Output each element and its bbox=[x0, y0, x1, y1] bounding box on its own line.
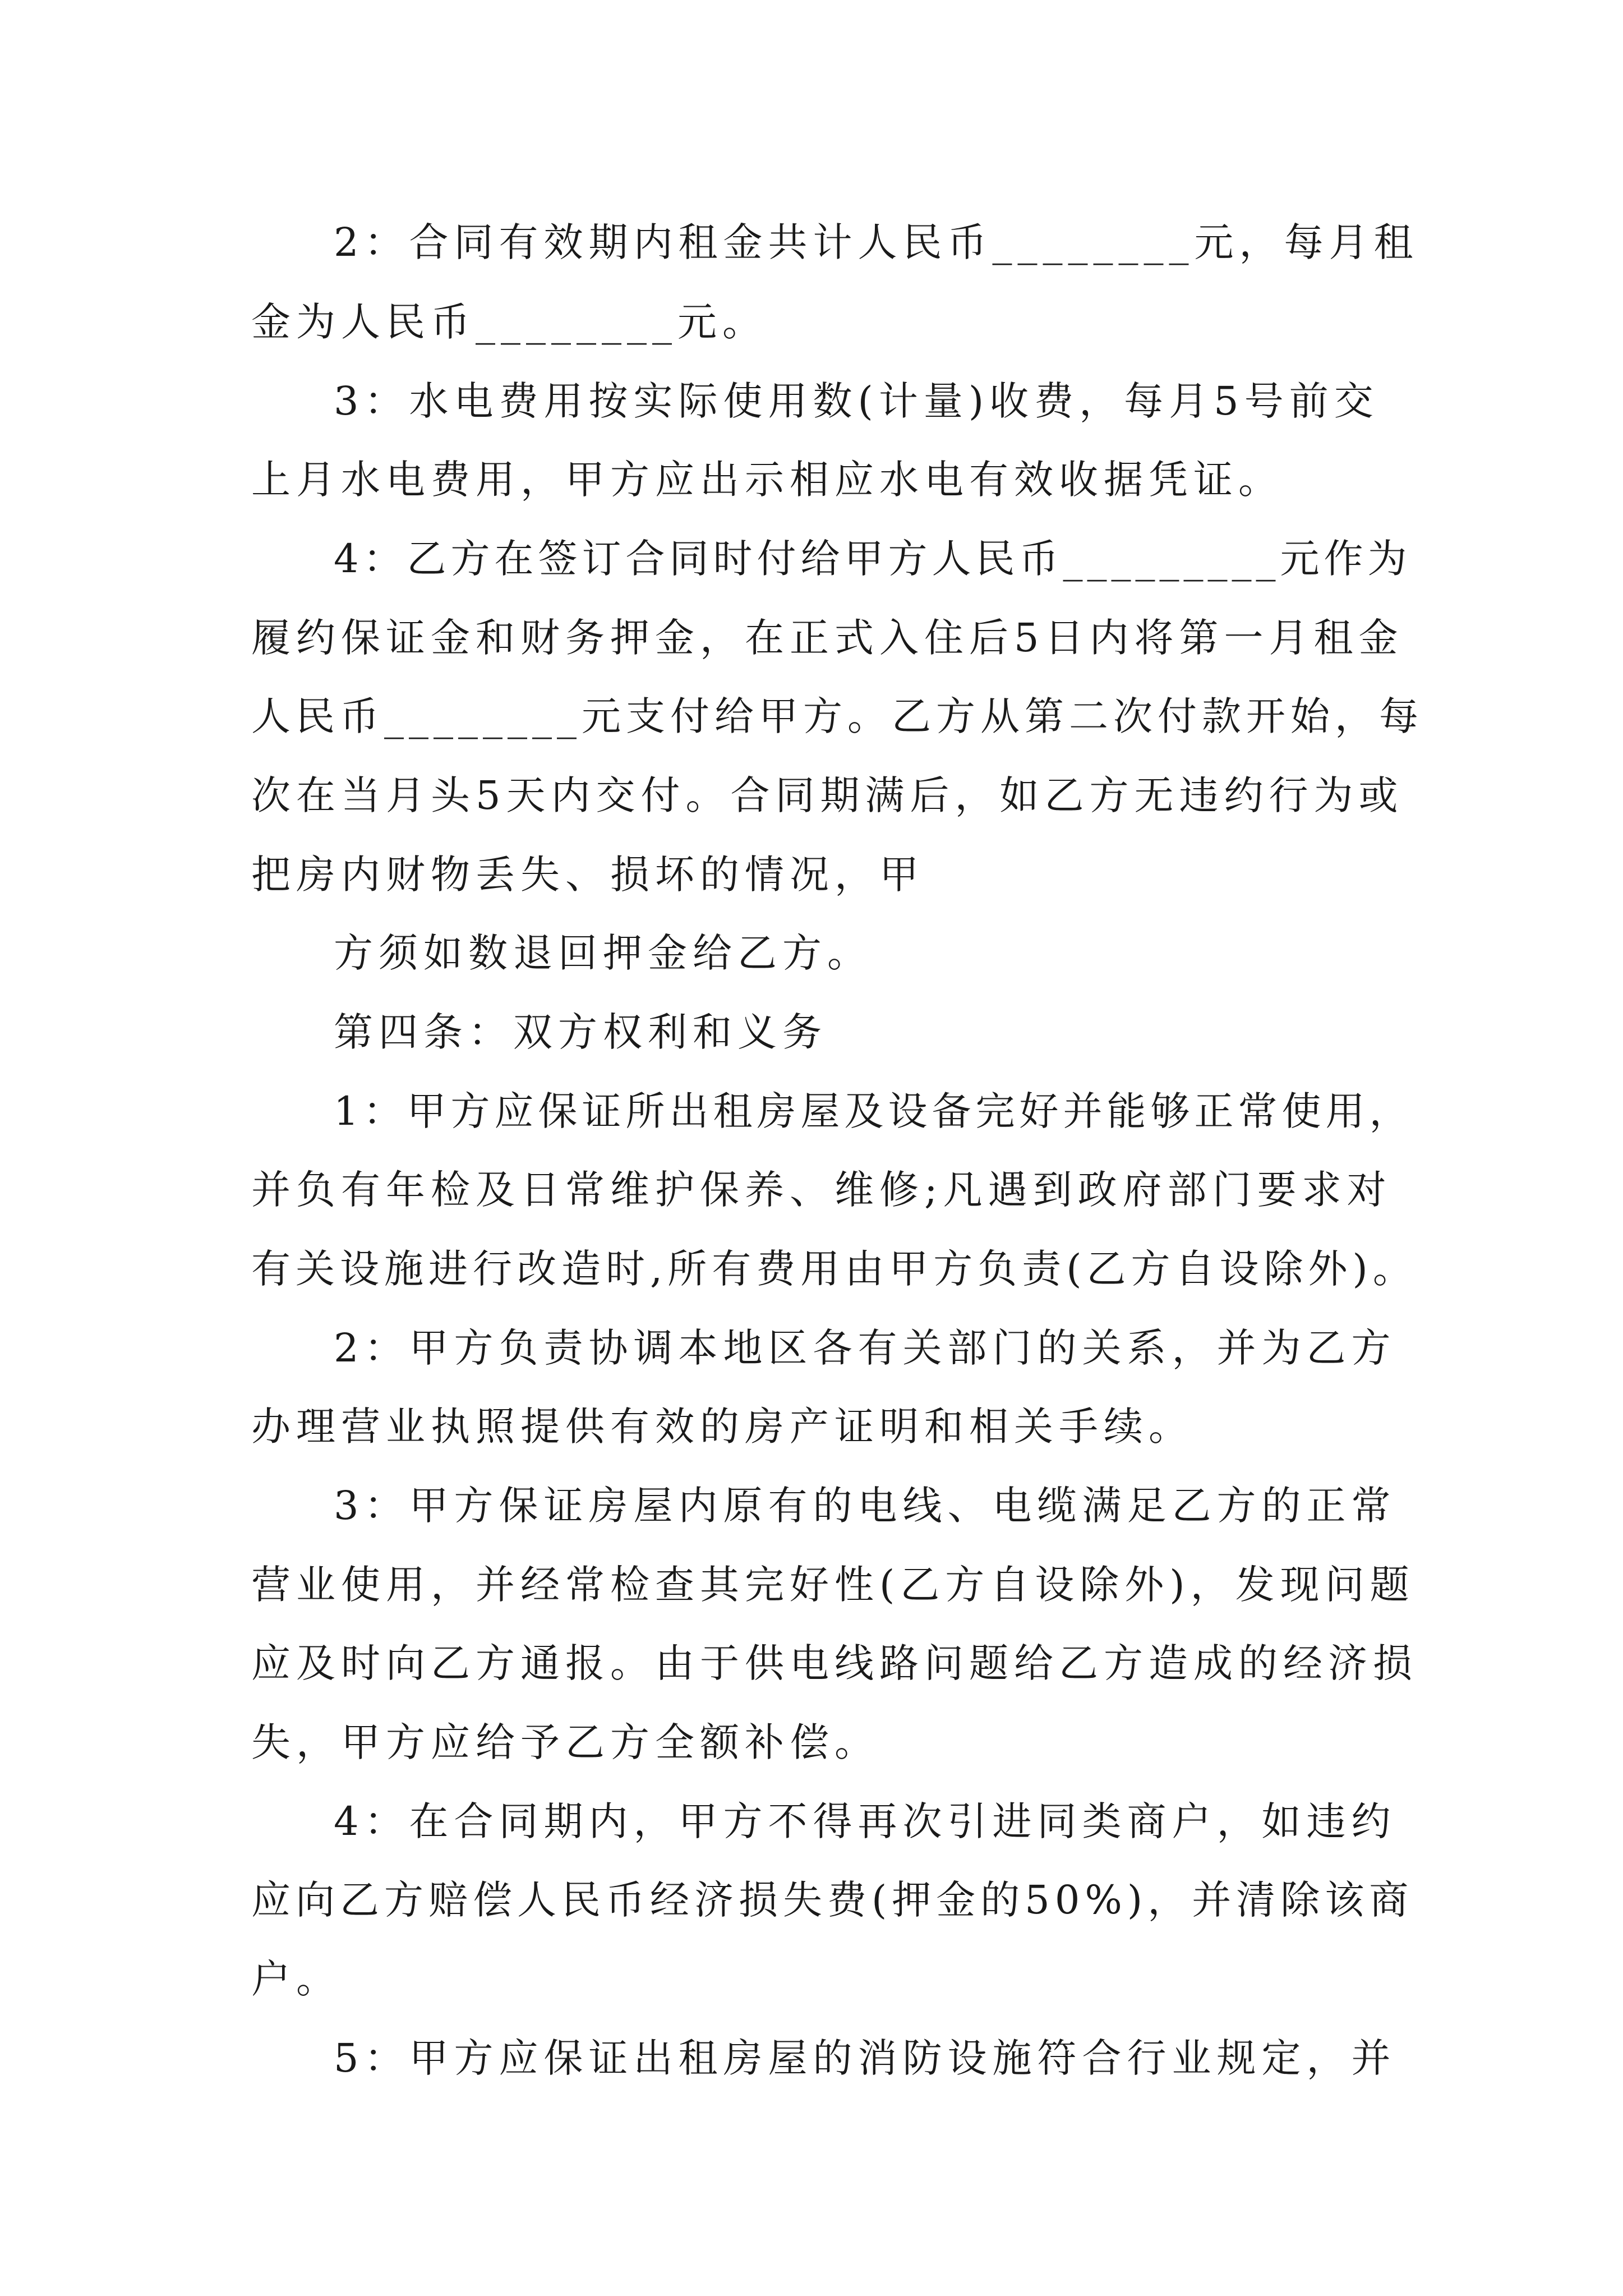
paragraph-line: 应及时向乙方通报。由于供电线路问题给乙方造成的经济损 bbox=[251, 1640, 1418, 1686]
paragraph-line: 3：水电费用按实际使用数(计量)收费，每月5号前交 bbox=[334, 378, 1379, 424]
paragraph-line: 户。 bbox=[251, 1956, 341, 2002]
paragraph-line: 2：合同有效期内租金共计人民币________元，每月租 bbox=[334, 219, 1419, 265]
paragraph-line: 4：在合同期内，甲方不得再次引进同类商户，如违约 bbox=[334, 1798, 1396, 1844]
paragraph-line: 应向乙方赔偿人民币经济损失费(押金的50%)，并清除该商 bbox=[251, 1877, 1414, 1923]
paragraph-line: 次在当月头5天内交付。合同期满后，如乙方无违约行为或 bbox=[251, 772, 1404, 818]
paragraph-line: 人民币________元支付给甲方。乙方从第二次付款开始，每 bbox=[251, 693, 1423, 739]
paragraph-line: 5：甲方应保证出租房屋的消防设施符合行业规定，并 bbox=[334, 2035, 1396, 2081]
section-heading: 第四条：双方权利和义务 bbox=[334, 1009, 827, 1055]
paragraph-line: 1：甲方应保证所出租房屋及设备完好并能够正常使用， bbox=[334, 1088, 1413, 1134]
paragraph-line: 有关设施进行改造时,所有费用由甲方负责(乙方自设除外)。 bbox=[251, 1246, 1417, 1292]
paragraph-line: 3：甲方保证房屋内原有的电线、电缆满足乙方的正常 bbox=[334, 1483, 1396, 1529]
paragraph-line: 失，甲方应给予乙方全额补偿。 bbox=[251, 1719, 879, 1765]
paragraph-line: 金为人民币________元。 bbox=[251, 299, 767, 345]
paragraph-line: 2：甲方负责协调本地区各有关部门的关系，并为乙方 bbox=[334, 1325, 1396, 1371]
paragraph-line: 方须如数退回押金给乙方。 bbox=[334, 930, 872, 976]
paragraph-line: 把房内财物丢失、损坏的情况，甲 bbox=[251, 852, 924, 898]
paragraph-line: 营业使用，并经常检查其完好性(乙方自设除外)，发现问题 bbox=[251, 1562, 1415, 1608]
paragraph-line: 4：乙方在签订合同时付给甲方人民币_________元作为 bbox=[334, 536, 1412, 582]
paragraph-line: 办理营业执照提供有效的房产证明和相关手续。 bbox=[251, 1404, 1193, 1450]
paragraph-line: 履约保证金和财务押金，在正式入住后5日内将第一月租金 bbox=[251, 615, 1404, 661]
paragraph-line: 上月水电费用，甲方应出示相应水电有效收据凭证。 bbox=[251, 457, 1283, 503]
paragraph-line: 并负有年检及日常维护保养、维修;凡遇到政府部门要求对 bbox=[251, 1167, 1392, 1213]
